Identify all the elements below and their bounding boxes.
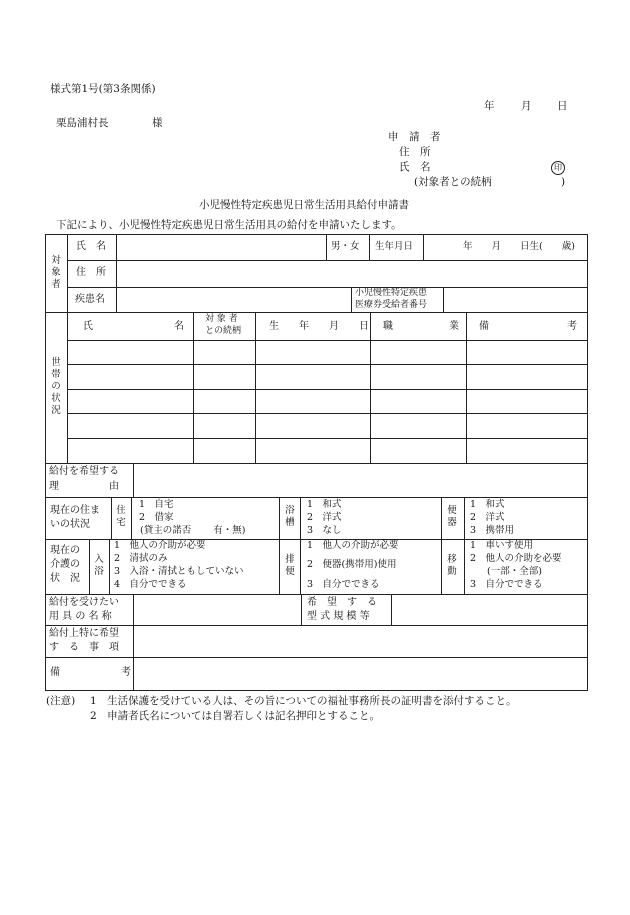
house-option[interactable]: 2 借家 [139,512,174,523]
intro-text: 下記により、小児慢性特定疾患児日常生活用具の給付を申請いたします。 [56,219,402,231]
subject-address-field[interactable] [118,262,585,285]
equipment-label-1: 給付を受けたい [49,597,119,608]
addressee-name: 栗島浦村長 [56,117,109,129]
household-row[interactable] [69,440,585,461]
housing-label-2: いの状況 [50,519,90,530]
household-col-name-1: 氏 [83,321,93,332]
applicant-name-label: 氏 名 [399,161,431,173]
household-col-job-1: 職 [383,321,393,332]
household-col-job-2: 業 [449,321,459,332]
subject-sex-label: 男・女 [331,241,360,252]
subject-birth-label: 生年月日 [375,241,414,252]
form-number: 様式第1号(第3条関係) [50,83,156,95]
care-excretion-option[interactable]: 1 他人の介助が必要 [307,540,399,551]
toilet-type-label: 便器 [447,505,457,528]
date-year-label: 年 [484,100,495,112]
addressee-suffix: 様 [152,117,163,129]
notes-prefix: (注意) [46,695,76,707]
request-label-2: す る 事 項 [49,642,119,653]
date-month-label: 月 [521,100,532,112]
subject-name-label: 氏 名 [76,241,106,252]
care-bath-option[interactable]: 4 自分でできる [114,579,187,590]
bath-type-label: 浴槽 [285,505,295,528]
care-bath-option[interactable]: 1 他人の介助が必要 [114,540,206,551]
bath-type-option[interactable]: 3 なし [307,525,342,536]
household-row[interactable] [69,391,585,411]
remarks-label-2: 考 [121,667,131,678]
subject-name-field[interactable] [118,236,324,258]
care-bath-option[interactable]: 2 清拭のみ [114,553,168,564]
applicant-relation-close: ) [561,176,566,188]
care-move-option[interactable]: 1 車いす使用 [470,540,534,551]
toilet-type-option[interactable]: 1 和式 [470,499,505,510]
household-col-relation-1: 対 象 者 [205,314,238,324]
care-label-2: 介護の [50,559,80,570]
care-excretion-option[interactable]: 2 便器(携帯用)使用 [307,559,397,570]
bath-type-option[interactable]: 1 和式 [307,499,342,510]
request-field[interactable] [135,627,585,655]
household-row[interactable] [69,415,585,436]
request-label-1: 給付上特に希望 [49,628,119,639]
subject-cert-label-1: 小児慢性特定疾患 [355,288,428,298]
subject-cert-label-2: 医療券受給者番号 [355,300,428,310]
remarks-field[interactable] [135,659,585,688]
household-col-note-1: 備 [479,321,489,332]
bath-type-option[interactable]: 2 洋式 [307,512,342,523]
toilet-type-option[interactable]: 2 洋式 [470,512,505,523]
applicant-label: 申 請 者 [388,131,441,143]
reason-label-1: 給付を希望する [49,466,119,477]
equipment-spec-label-1: 希 望 す る [307,597,377,608]
applicant-relation-label: (対象者との続柄 [414,176,492,188]
subject-birth-value: 年 月 日生( 歳) [463,241,575,252]
subject-cert-field[interactable] [445,289,585,310]
date-day-label: 日 [557,100,568,112]
care-label-3: 状 況 [50,573,80,584]
care-move-option[interactable]: 3 自分でできる [470,579,543,590]
seal-mark: 印 [551,161,565,175]
document-title: 小児慢性特定疾患児日常生活用具給付申請書 [199,199,409,211]
remarks-label-1: 備 [50,667,60,678]
house-owner-consent[interactable]: (貸主の諾否 有・無) [140,525,246,536]
household-col-name-2: 名 [174,321,184,332]
care-move-option-detail[interactable]: (一部・全部) [487,566,542,577]
note-item: 2 申請者氏名については自署若しくは記名押印とすること。 [90,710,380,722]
housing-label-1: 現在の住ま [50,505,100,516]
care-bath-option[interactable]: 3 入浴・清拭ともしていない [114,566,244,577]
household-col-note-2: 考 [567,321,577,332]
subject-address-label: 住 所 [76,267,106,278]
care-label-1: 現在の [50,545,80,556]
subject-disease-field[interactable] [118,289,349,310]
household-row[interactable] [69,366,585,387]
reason-label-2: 理 由 [49,481,119,492]
household-col-birth: 生 年 月 日 [269,321,369,332]
equipment-spec-field[interactable] [393,596,585,623]
care-move-label: 移動 [447,554,457,577]
applicant-address-label: 住 所 [399,146,431,158]
household-section-label: 世帯の状況 [51,357,61,416]
subject-disease-label: 疾患名 [75,294,105,305]
equipment-spec-label-2: 型 式 規 模 等 [307,611,370,622]
toilet-type-option[interactable]: 3 携帯用 [470,525,515,536]
care-excretion-label: 排便 [285,554,295,577]
care-bath-label: 入浴 [94,554,104,577]
house-label: 住宅 [116,505,126,528]
household-row[interactable] [69,342,585,362]
house-option[interactable]: 1 自宅 [139,499,174,510]
note-item: 1 生活保護を受けている人は、その旨についての福祉事務所長の証明書を添付すること。 [90,695,517,707]
equipment-label-2: 用 具 の 名 称 [49,611,112,622]
equipment-name-field[interactable] [135,596,299,623]
reason-field[interactable] [135,465,585,495]
care-excretion-option[interactable]: 3 自分でできる [307,579,380,590]
subject-section-label: 対象者 [51,255,61,290]
care-move-option[interactable]: 2 他人の介助を必要 [470,553,562,564]
household-col-relation-2: との続柄 [205,326,242,336]
